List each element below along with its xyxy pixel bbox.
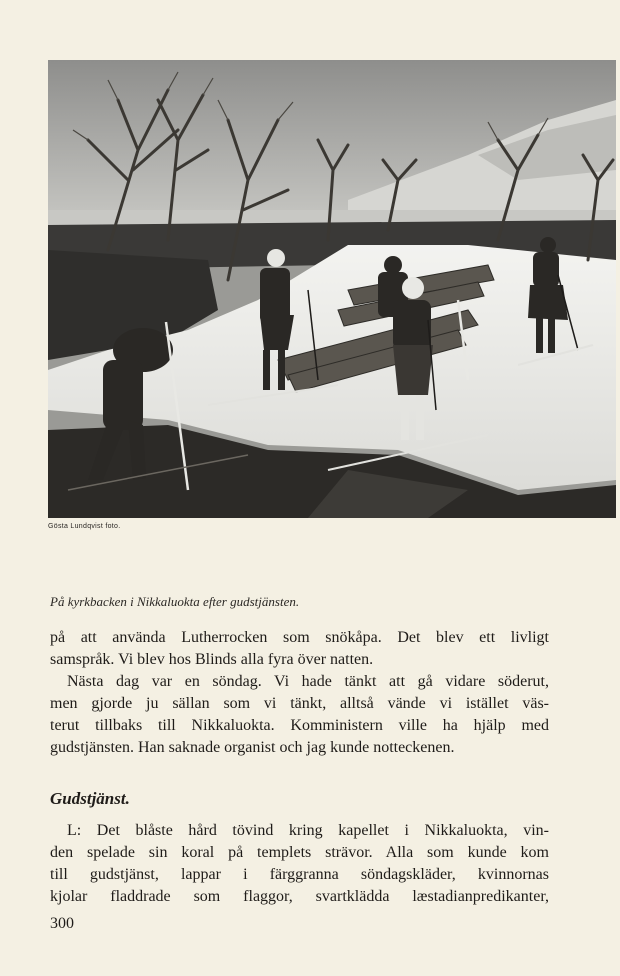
text-line: till gudstjänst, lappar i färggranna söndagskläder, kvinnornas — [50, 866, 549, 883]
text-line: på att använda Lutherrocken som snökåpa. Det blev ett livligt — [50, 629, 549, 646]
text-line: men gjorde ju sällan som vi tänkt, alltså vände vi istället väs- — [50, 695, 549, 712]
photograph-churchyard-nikkaluokta — [48, 60, 616, 518]
photo-credit: Gösta Lundqvist foto. — [48, 523, 121, 530]
text-line: kjolar fladdrade som flaggor, svartklädda læstadianpredikanter, — [50, 888, 549, 905]
text-line: L: Det blåste hård tövind kring kapellet i Nikkaluokta, vin- — [67, 822, 549, 839]
section-heading: Gudstjänst. — [50, 789, 130, 808]
paragraph-2 — [50, 671, 549, 759]
text-line: Nästa dag var en söndag. Vi hade tänkt att gå vidare söderut, — [67, 673, 549, 690]
page-number: 300 — [50, 915, 74, 932]
paragraph-1 — [50, 627, 549, 671]
text-line: den spelade sin koral på templets strävor. Alla som kunde kom — [50, 844, 549, 861]
text-line: terut tillbaks till Nikkaluokta. Komministern ville ha hjälp med — [50, 717, 549, 734]
text-line: gudstjänsten. Han saknade organist och jag kunde notteckenen. — [50, 739, 455, 756]
text-line: samspråk. Vi blev hos Blinds alla fyra över natten. — [50, 651, 374, 668]
photo-caption: På kyrkbacken i Nikkaluokta efter gudstjänsten. — [50, 594, 300, 609]
paragraph-3 — [50, 820, 549, 908]
photo-illustration — [48, 60, 616, 518]
